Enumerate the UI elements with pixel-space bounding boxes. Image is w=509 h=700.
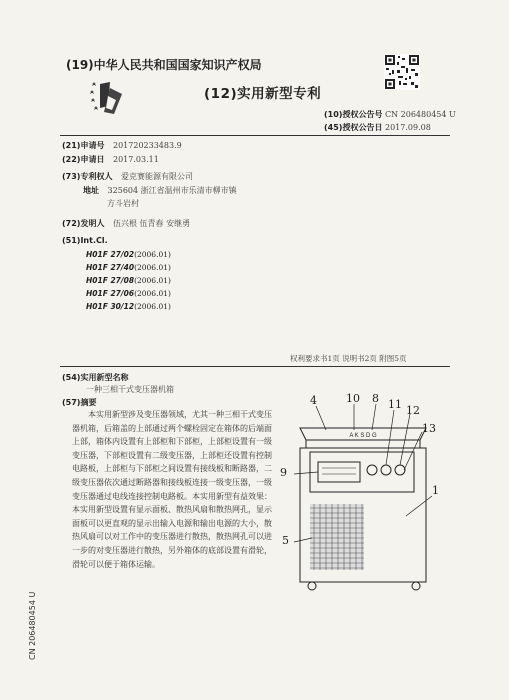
pages-info: 权利要求书1页 说明书2页 附图5页 [290, 354, 407, 363]
callout-4: 4 [310, 394, 317, 407]
application-number: (21)申请号 201720233483.9 [62, 141, 182, 150]
utility-name-label: (54)实用新型名称 [62, 373, 129, 382]
callout-1: 1 [432, 484, 439, 497]
biblio-divider [60, 366, 450, 367]
qr-code [384, 54, 420, 90]
callout-11: 11 [388, 398, 402, 411]
cnipa-logo-icon [88, 80, 128, 118]
abstract-label: (57)摘要 [62, 398, 97, 407]
callout-13: 13 [422, 422, 436, 435]
callout-5: 5 [282, 534, 289, 547]
document-type: (12)实用新型专利 [204, 86, 322, 102]
office-name: (19)中华人民共和国国家知识产权局 [66, 58, 262, 72]
side-pub-number: CN 206480454 U [28, 591, 37, 660]
ipc-entry: H01F 30/12(2006.01) [86, 302, 171, 311]
address-line2: 方斗岩村 [107, 199, 139, 208]
ipc-entry: H01F 27/08(2006.01) [86, 276, 171, 285]
application-date: (22)申请日 2017.03.11 [62, 155, 159, 164]
ipc-entry: H01F 27/02(2006.01) [86, 250, 171, 259]
publication-date: (45)授权公告日 2017.09.08 [324, 123, 431, 132]
callout-8: 8 [372, 392, 379, 405]
publication-number: (10)授权公告号 CN 206480454 U [324, 110, 456, 119]
abstract-text: 本实用新型涉及变压器领域，尤其一种三相干式变压器机箱，后箱盖的上部通过两个螺栓固定在箱体的后端面上部，箱体内设置有上部柜和下部柜，上部柜设置有一级变压器，下部柜设置有二级变压器，上部柜还设置有控制电路板，上部柜与下部柜之间设置有接线板和断路器，二级变压器依次通过断路器和接线板连接一级变压器，一级变压器通过电线连接控制电路板。本实用新型有益效果：本实用新型设置有显示面板、散热风扇和散热网孔，显示面板可以更直观的显示出输入电源和输出电源的大小，散热风扇可以对工作中的变压器进行散热，散热网孔可以进一步的对变压器进行散热，另外箱体的底部设置有滑轮，滑轮可以便于箱体运输。 [72, 410, 272, 569]
callout-10: 10 [346, 392, 360, 405]
ipc-entry: H01F 27/06(2006.01) [86, 289, 171, 298]
panel-label: A K S D G [349, 433, 377, 439]
patentee: (73)专利权人 爱克赛能源有限公司 [62, 172, 193, 181]
callout-12: 12 [406, 404, 420, 417]
inventors: (72)发明人 伍兴根 伍青春 安继勇 [62, 219, 191, 228]
utility-name: 一种三相干式变压器机箱 [86, 385, 174, 394]
transformer-cabinet-drawing [276, 392, 456, 592]
address: 地址 325604 浙江省温州市乐清市柳市镇 [83, 186, 237, 195]
header-divider [60, 135, 450, 136]
callout-9: 9 [280, 466, 287, 479]
ipc-entry: H01F 27/40(2006.01) [86, 263, 171, 272]
int-cl-label: (51)Int.Cl. [62, 236, 108, 245]
